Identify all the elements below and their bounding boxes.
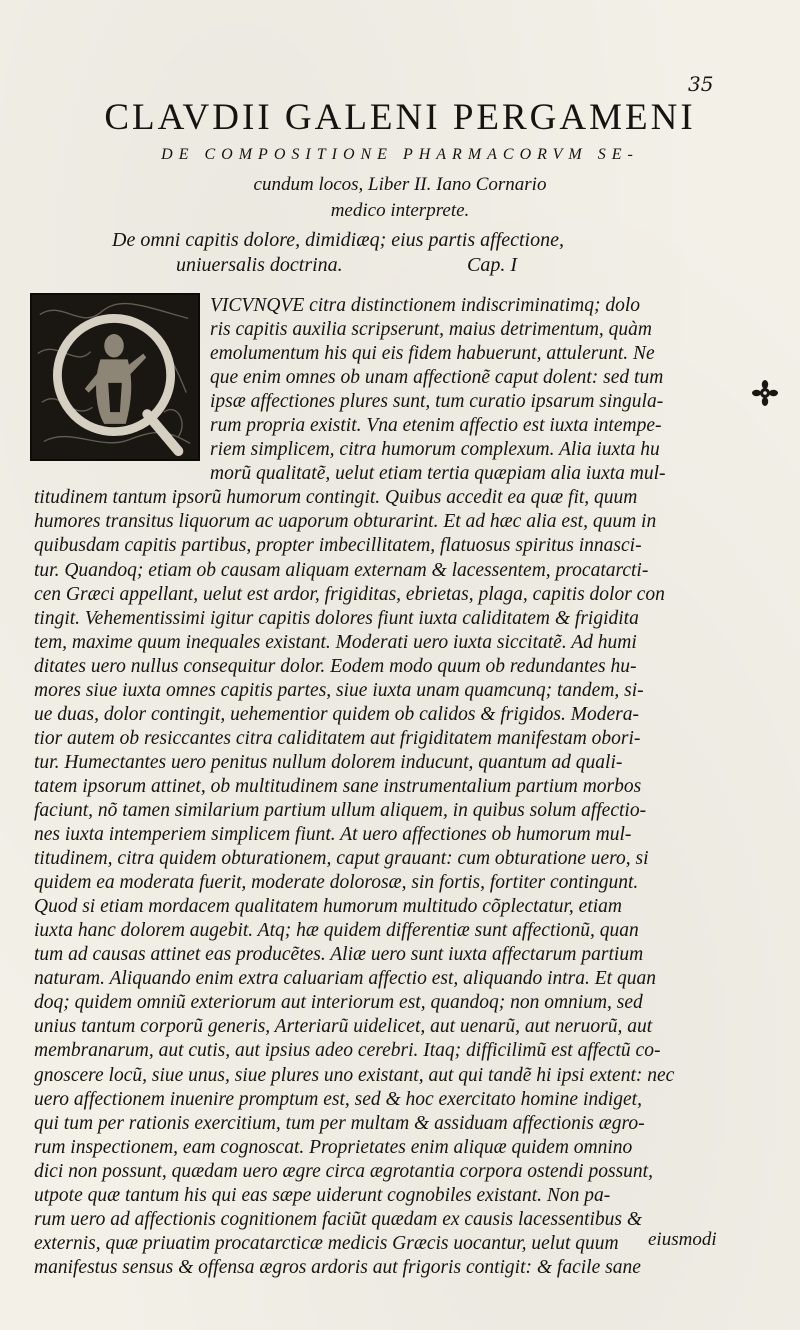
text-line: unius tantum corporũ generis, Arteriarũ uidelicet, aut uenarũ, aut neruorũ, aut xyxy=(34,1016,653,1038)
chapter-heading xyxy=(112,228,732,278)
text-line: utpote quæ tantum his qui eas sæpe uiderunt cognobiles existant. Non pa- xyxy=(34,1184,611,1206)
body-text xyxy=(34,294,724,1280)
chapter-number: Cap. I xyxy=(467,254,517,276)
text-line: ue duas, dolor contingit, uehementior quidem ob calidos & frigidos. Modera- xyxy=(34,703,639,725)
text-line: que enim omnes ob unam affectionẽ caput dolent: sed tum xyxy=(210,367,664,389)
text-line: faciunt, nõ tamen similarium partium ullum aliquem, in quibus solum affectio- xyxy=(34,799,647,821)
text-line: qui tum per rationis exercitium, tum per multam & assiduam affectionis ægro- xyxy=(34,1112,645,1134)
text-line: tem, maxime quum inequales existant. Moderati uero iuxta siccitatẽ. Ad humi xyxy=(34,631,637,653)
text-line: ris capitis auxilia scripserunt, maius detrimentum, quàm xyxy=(210,319,652,341)
text-line: tatem ipsorum attinet, ob multitudinem sane instrumentalium partium morbos xyxy=(34,775,642,797)
text-line: tior autem ob resiccantes citra caliditatem aut frigiditatem manifestam obori- xyxy=(34,727,641,749)
text-line: humores transitus liquorum ac uaporum obturarint. Et ad hæc alia est, quum in xyxy=(34,511,657,533)
text-line: morũ qualitatẽ, uelut etiam tertia quæpiam alia iuxta mul- xyxy=(210,463,666,485)
subtitle-continuation xyxy=(100,172,700,224)
text-line: tingit. Vehementissimi igitur capitis dolores fiunt iuxta caliditatem & frigidita xyxy=(34,607,639,629)
page-title: CLAVDII GALENI PERGAMENI xyxy=(104,97,696,138)
text-line: riem simplicem, citra humorum complexum. Alia iuxta hu xyxy=(210,439,660,461)
text-line: titudinem, citra quidem obturationem, caput grauant: cum obturatione uero, si xyxy=(34,848,649,870)
text-line: manifestus sensus & offensa ægros ardoris aut frigoris contigit: & facile sane xyxy=(34,1256,641,1278)
text-line: cen Græci appellant, uelut est ardor, frigiditas, ebrietas, plaga, capitis dolor con xyxy=(34,583,665,605)
page-number: 35 xyxy=(688,72,714,96)
subtitle-line: cundum locos, Liber II. Iano Cornario xyxy=(253,174,547,195)
text-line: naturam. Aliquando enim extra caluariam affectio est, aliquando intra. Et quan xyxy=(34,968,656,990)
text-line: tur. Humectantes uero penitus nullum dolorem inducunt, quantum ad quali- xyxy=(34,751,623,773)
text-line: uero affectionem inuenire promptum est, sed & hoc exercitato homine indiget, xyxy=(34,1088,642,1110)
text-line: titudinem tantum ipsorũ humorum contingit. Quibus accedit ea quæ fit, quum xyxy=(34,487,638,509)
text-line: rum propria existit. Vna etenim affectio est iuxta intempe- xyxy=(210,415,662,437)
text-line: nes iuxta intemperiem simplicem fiunt. At uero affectiones ob humorum mul- xyxy=(34,824,632,846)
text-line: iuxta hanc dolorem augebit. Atq; hæ quidem differentiæ sunt affectionũ, quan xyxy=(34,920,639,942)
text-line: ditates uero nullus consequitur dolor. Eodem modo quum ob redundantes hu- xyxy=(34,655,637,677)
text-line: quidem ea moderata fuerit, moderate dolorosæ, sin fortis, fortiter contingunt. xyxy=(34,872,639,894)
chapter-heading-line: uniuersalis doctrina. xyxy=(176,254,343,276)
text-line: tur. Quandoq; etiam ob causam aliquam externam & lacessentem, procatarcti- xyxy=(34,559,649,581)
text-line: dici non possunt, quædam uero ægre circa ægrotantia corpora ostendi possunt, xyxy=(34,1160,653,1182)
text-line: externis, quæ priuatim procatarcticæ medicis Græcis uocantur, uelut quum xyxy=(34,1232,619,1254)
text-line: VICVNQVE citra distinctionem indiscriminatimq; dolo xyxy=(210,295,641,316)
text-line: mores siue iuxta omnes capitis partes, siue iuxta unam quamcunq; tandem, si- xyxy=(34,679,644,701)
text-line: gnoscere locũ, siue unus, siue plures uno existant, aut qui tandẽ hi ipsi extent: nec xyxy=(34,1064,675,1086)
chapter-heading-line: De omni capitis dolore, dimidiæq; eius partis affectione, xyxy=(112,229,564,251)
text-line: emolumentum his qui eis fidem habuerunt, attulerunt. Ne xyxy=(210,343,655,365)
catchword: eiusmodi xyxy=(648,1229,717,1250)
subtitle: DE COMPOSITIONE PHARMACORVM SE- xyxy=(161,146,639,163)
text-line: Quod si etiam mordacem qualitatem humorum multitudo cõplectatur, etiam xyxy=(34,896,623,918)
subtitle-line: medico interprete. xyxy=(330,200,470,221)
fleuron-icon xyxy=(752,380,778,406)
text-line: rum uero ad affectionis cognitionem faciũt quædam ex causis lacessentibus & xyxy=(34,1208,643,1230)
text-line: quibusdam capitis partibus, propter imbecillitatem, flatuosus spiritus innasci- xyxy=(34,535,642,557)
text-line: doq; quidem omniũ exteriorum aut interiorum est, quandoq; non omnium, sed xyxy=(34,992,643,1014)
text-line: membranarum, aut cutis, aut ipsius adeo cerebri. Itaq; difficilimũ est affectũ co- xyxy=(34,1040,661,1062)
text-line: ipsæ affectiones plures sunt, tum curatio ipsarum singula- xyxy=(210,391,664,413)
text-line: rum inspectionem, eam cognoscat. Proprietates enim aliquæ quidem omnino xyxy=(34,1136,633,1158)
text-line: tum ad causas attinet eas producẽtes. Aliæ uero sunt iuxta affectarum partium xyxy=(34,944,644,966)
